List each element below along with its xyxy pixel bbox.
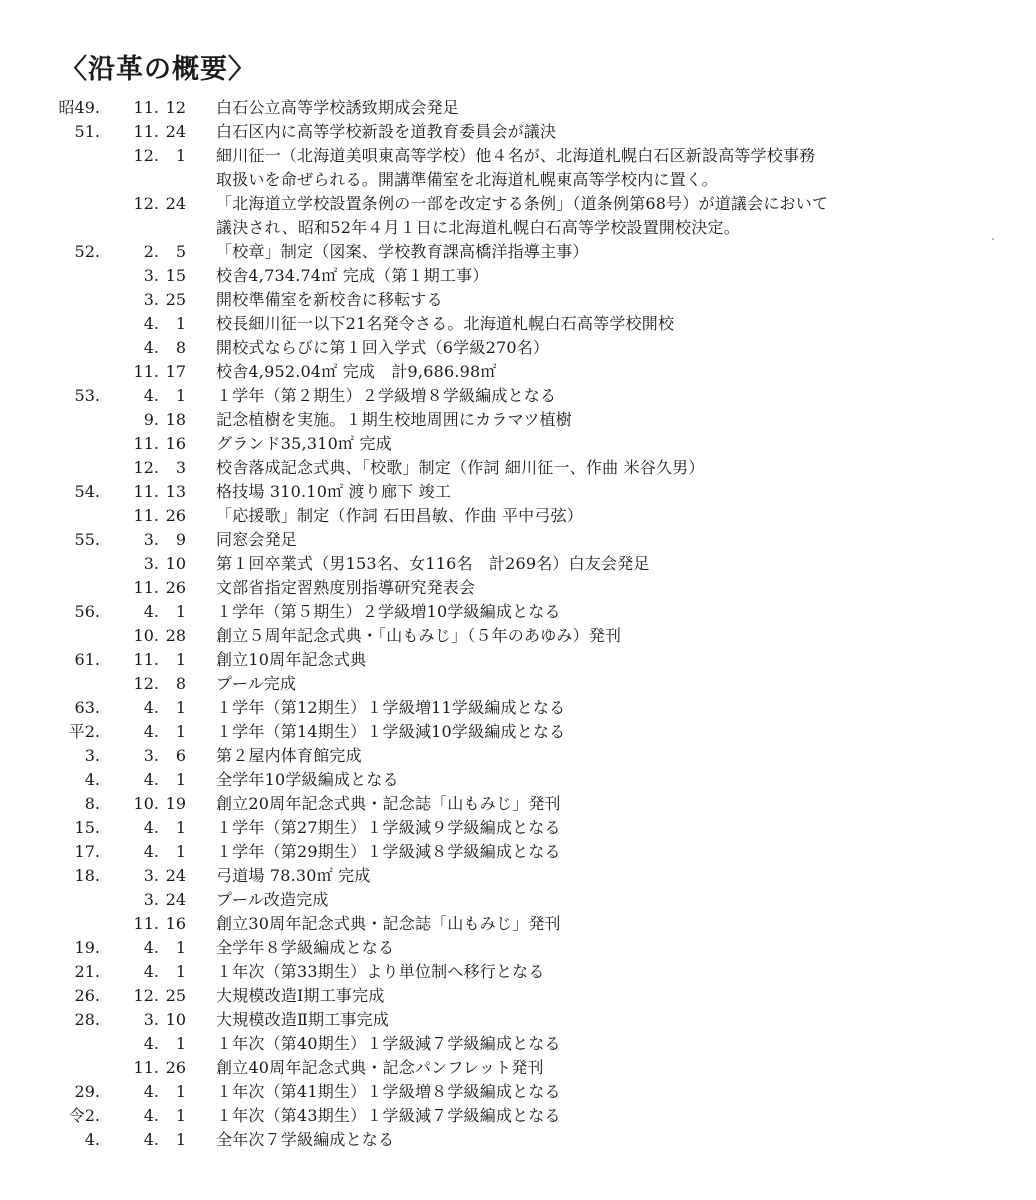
entry-month: 4. — [143, 770, 159, 789]
entry-day: 1 — [175, 938, 186, 957]
entry-month: 4. — [143, 938, 159, 957]
entry-month: 3. — [143, 890, 159, 909]
entry-event: １年次（第43期生）１学級減７学級編成となる — [216, 1106, 561, 1125]
history-entry — [0, 1032, 1036, 1056]
entry-day: 24 — [165, 866, 186, 885]
entry-month: 11. — [133, 362, 159, 381]
entry-event: １学年（第14期生）１学級減10学級編成となる — [216, 722, 566, 741]
entry-event: 白石区内に高等学校新設を道教育委員会が議決 — [216, 122, 557, 141]
entry-month: 4. — [143, 722, 159, 741]
entry-year: 18. — [74, 866, 100, 885]
history-entry — [0, 144, 1036, 192]
history-entry — [0, 384, 1036, 408]
history-entry — [0, 240, 1036, 264]
entry-month: 4. — [143, 602, 159, 621]
entry-year: 8. — [84, 794, 100, 813]
entry-year: 55. — [74, 530, 100, 549]
entry-event: 開校準備室を新校舎に移転する — [216, 290, 443, 309]
entry-month: 2. — [143, 242, 159, 261]
entry-month: 12. — [133, 146, 159, 165]
history-entry — [0, 624, 1036, 648]
entry-event: グランド35,310㎡ 完成 — [216, 434, 392, 453]
entry-event: １年次（第33期生）より単位制へ移行となる — [216, 962, 545, 981]
entry-month: 3. — [143, 554, 159, 573]
entry-event: 校舎4,734.74㎡ 完成（第１期工事） — [216, 266, 489, 285]
entry-day: 8 — [175, 674, 186, 693]
entry-day: 15 — [165, 266, 186, 285]
entry-year: 21. — [74, 962, 100, 981]
entry-month: 3. — [143, 290, 159, 309]
entry-day: 1 — [175, 314, 186, 333]
entry-day: 1 — [175, 1034, 186, 1053]
history-entry — [0, 1056, 1036, 1080]
entry-day: 1 — [175, 818, 186, 837]
entry-month: 4. — [143, 1130, 159, 1149]
entry-month: 4. — [143, 1082, 159, 1101]
entry-event: 細川征一（北海道美唄東高等学校）他４名が、北海道札幌白石区新設高等学校事務 取扱いを命ぜられる。開講準備室を北海道札幌東高等学校内に置く。 — [216, 146, 816, 189]
entry-day: 26 — [165, 1058, 186, 1077]
entry-day: 17 — [165, 362, 186, 381]
entry-day: 24 — [165, 194, 186, 213]
history-entry — [0, 360, 1036, 384]
entry-day: 1 — [175, 650, 186, 669]
entry-month: 9. — [143, 410, 159, 429]
history-entry — [0, 720, 1036, 744]
entry-year: 17. — [74, 842, 100, 861]
entry-event: 創立５周年記念式典・「山もみじ」（５年のあゆみ）発刊 — [216, 626, 622, 645]
entry-day: 26 — [165, 578, 186, 597]
entry-event: 大規模改造Ⅰ期工事完成 — [216, 986, 385, 1005]
entry-day: 16 — [165, 434, 186, 453]
entry-month: 11. — [133, 122, 159, 141]
entry-year: 26. — [74, 986, 100, 1005]
entry-month: 4. — [143, 1034, 159, 1053]
entry-event: 校長細川征一以下21名発令さる。北海道札幌白石高等学校開校 — [216, 314, 675, 333]
entry-month: 4. — [143, 962, 159, 981]
history-entry — [0, 504, 1036, 528]
entry-month: 12. — [133, 986, 159, 1005]
history-entry — [0, 888, 1036, 912]
entry-event: 全学年８学級編成となる — [216, 938, 395, 957]
entry-month: 11. — [133, 914, 159, 933]
entry-day: 8 — [175, 338, 186, 357]
history-entry — [0, 864, 1036, 888]
entry-month: 4. — [143, 1106, 159, 1125]
entry-day: 1 — [175, 842, 186, 861]
entry-event: 校舎4,952.04㎡ 完成 計9,686.98㎡ — [216, 362, 497, 381]
history-entry — [0, 792, 1036, 816]
entry-day: 1 — [175, 386, 186, 405]
entry-year: 4. — [84, 1130, 100, 1149]
entry-day: 12 — [165, 98, 186, 117]
entry-month: 4. — [143, 386, 159, 405]
entry-day: 25 — [165, 290, 186, 309]
entry-day: 1 — [175, 770, 186, 789]
page-title: 〈沿革の概要〉 — [60, 54, 256, 85]
history-entry — [0, 912, 1036, 936]
history-entry — [0, 312, 1036, 336]
entry-year: 29. — [74, 1082, 100, 1101]
entry-month: 11. — [133, 98, 159, 117]
entry-event: １年次（第40期生）１学級減７学級編成となる — [216, 1034, 561, 1053]
history-entry — [0, 600, 1036, 624]
history-entry — [0, 672, 1036, 696]
history-entry — [0, 648, 1036, 672]
history-entry — [0, 696, 1036, 720]
history-entry — [0, 576, 1036, 600]
history-entry — [0, 336, 1036, 360]
entry-month: 11. — [133, 578, 159, 597]
entry-month: 3. — [143, 530, 159, 549]
entry-day: 1 — [175, 146, 186, 165]
entry-month: 11. — [133, 1058, 159, 1077]
entry-event: １学年（第５期生）２学級増10学級編成となる — [216, 602, 561, 621]
entry-event: 全学年10学級編成となる — [216, 770, 399, 789]
entry-year: 15. — [74, 818, 100, 837]
entry-day: 10 — [165, 1010, 186, 1029]
history-entry — [0, 456, 1036, 480]
history-entry — [0, 1008, 1036, 1032]
history-entry — [0, 1080, 1036, 1104]
entry-year: 平2. — [68, 722, 100, 741]
entry-day: 10 — [165, 554, 186, 573]
entry-day: 1 — [175, 722, 186, 741]
entry-day: 5 — [175, 242, 186, 261]
entry-day: 18 — [165, 410, 186, 429]
history-entry — [0, 816, 1036, 840]
entry-event: 第１回卒業式（男153名、女116名 計269名）白友会発足 — [216, 554, 650, 573]
history-entry — [0, 1128, 1036, 1152]
entry-event: 弓道場 78.30㎡ 完成 — [216, 866, 371, 885]
history-entry — [0, 528, 1036, 552]
entry-year: 昭49. — [58, 98, 100, 117]
entry-day: 3 — [175, 458, 186, 477]
entry-event: 開校式ならびに第１回入学式（6学級270名） — [216, 338, 550, 357]
entry-month: 3. — [143, 266, 159, 285]
entry-event: 全年次７学級編成となる — [216, 1130, 395, 1149]
entry-year: 51. — [74, 122, 100, 141]
entry-event: 記念植樹を実施。１期生校地周囲にカラマツ植樹 — [216, 410, 572, 429]
history-entry — [0, 264, 1036, 288]
entry-year: 令2. — [68, 1106, 100, 1125]
entry-month: 4. — [143, 314, 159, 333]
entry-event: 創立40周年記念式典・記念パンフレット発刊 — [216, 1058, 544, 1077]
entry-month: 3. — [143, 1010, 159, 1029]
entry-day: 9 — [175, 530, 186, 549]
entry-event: 第２屋内体育館完成 — [216, 746, 362, 765]
entry-month: 12. — [133, 458, 159, 477]
entry-day: 16 — [165, 914, 186, 933]
entry-month: 4. — [143, 698, 159, 717]
entry-event: １学年（第27期生）１学級減９学級編成となる — [216, 818, 561, 837]
history-entry — [0, 744, 1036, 768]
entry-month: 12. — [133, 194, 159, 213]
entry-month: 4. — [143, 818, 159, 837]
history-entry — [0, 432, 1036, 456]
entry-month: 4. — [143, 842, 159, 861]
entry-year: 28. — [74, 1010, 100, 1029]
entry-day: 28 — [165, 626, 186, 645]
entry-year: 4. — [84, 770, 100, 789]
entry-day: 6 — [175, 746, 186, 765]
entry-event: 大規模改造Ⅱ期工事完成 — [216, 1010, 390, 1029]
scan-speck — [992, 238, 994, 240]
entry-event: プール完成 — [216, 674, 297, 693]
entry-day: 1 — [175, 962, 186, 981]
entry-month: 11. — [133, 506, 159, 525]
history-timeline — [0, 96, 1036, 1152]
entry-month: 12. — [133, 674, 159, 693]
entry-day: 1 — [175, 698, 186, 717]
entry-day: 25 — [165, 986, 186, 1005]
history-entry — [0, 96, 1036, 120]
entry-event: １学年（第29期生）１学級減８学級編成となる — [216, 842, 561, 861]
entry-event: １年次（第41期生）１学級増８学級編成となる — [216, 1082, 561, 1101]
entry-event: 白石公立高等学校誘致期成会発足 — [216, 98, 460, 117]
entry-event: 創立20周年記念式典・記念誌「山もみじ」発刊 — [216, 794, 561, 813]
entry-day: 1 — [175, 1106, 186, 1125]
entry-year: 54. — [74, 482, 100, 501]
entry-year: 3. — [84, 746, 100, 765]
history-entry — [0, 1104, 1036, 1128]
history-entry — [0, 480, 1036, 504]
history-entry — [0, 408, 1036, 432]
entry-event: 校舎落成記念式典、「校歌」制定（作詞 細川征一、作曲 米谷久男） — [216, 458, 705, 477]
entry-month: 3. — [143, 746, 159, 765]
entry-year: 52. — [74, 242, 100, 261]
entry-day: 26 — [165, 506, 186, 525]
history-entry — [0, 960, 1036, 984]
history-entry — [0, 840, 1036, 864]
history-entry — [0, 984, 1036, 1008]
history-entry — [0, 552, 1036, 576]
entry-event: １学年（第２期生）２学級増８学級編成となる — [216, 386, 557, 405]
entry-month: 10. — [133, 626, 159, 645]
entry-year: 56. — [74, 602, 100, 621]
entry-month: 11. — [133, 482, 159, 501]
entry-year: 61. — [74, 650, 100, 669]
history-entry — [0, 768, 1036, 792]
history-entry — [0, 288, 1036, 312]
entry-year: 53. — [74, 386, 100, 405]
history-entry — [0, 192, 1036, 240]
entry-year: 19. — [74, 938, 100, 957]
entry-event: 創立30周年記念式典・記念誌「山もみじ」発刊 — [216, 914, 561, 933]
entry-event: 格技場 310.10㎡ 渡り廊下 竣工 — [216, 482, 452, 501]
entry-day: 1 — [175, 602, 186, 621]
entry-month: 11. — [133, 434, 159, 453]
entry-event: 「応援歌」制定（作詞 石田昌敏、作曲 平中弓弦） — [216, 506, 583, 525]
entry-event: 創立10周年記念式典 — [216, 650, 367, 669]
entry-event: １学年（第12期生）１学級増11学級編成となる — [216, 698, 566, 717]
entry-day: 13 — [165, 482, 186, 501]
entry-event: プール改造完成 — [216, 890, 329, 909]
history-entry — [0, 936, 1036, 960]
entry-day: 24 — [165, 122, 186, 141]
entry-event: 「北海道立学校設置条例の一部を改定する条例」（道条例第68号）が道議会において 議決され、昭和52年４月１日に北海道札幌白石高等学校設置開校決定。 — [216, 194, 829, 237]
entry-month: 4. — [143, 338, 159, 357]
entry-event: 同窓会発足 — [216, 530, 298, 549]
entry-day: 24 — [165, 890, 186, 909]
history-entry — [0, 120, 1036, 144]
entry-day: 19 — [165, 794, 186, 813]
entry-month: 3. — [143, 866, 159, 885]
entry-month: 11. — [133, 650, 159, 669]
entry-day: 1 — [175, 1082, 186, 1101]
entry-day: 1 — [175, 1130, 186, 1149]
entry-month: 10. — [133, 794, 159, 813]
entry-year: 63. — [74, 698, 100, 717]
entry-event: 文部省指定習熟度別指導研究発表会 — [216, 578, 476, 597]
entry-event: 「校章」制定（図案、学校教育課高橋洋指導主事） — [216, 242, 589, 261]
